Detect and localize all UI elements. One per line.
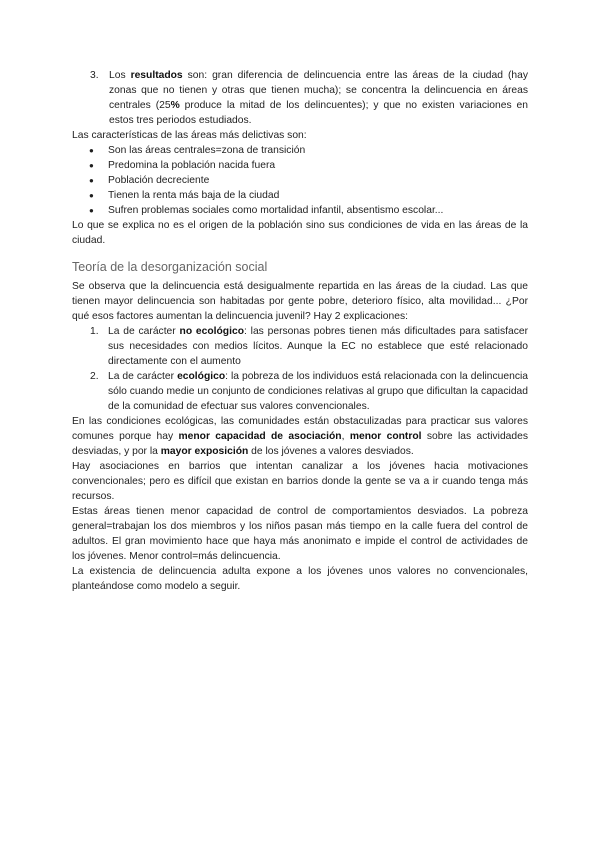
associations-paragraph: Hay asociaciones en barrios que intentan canalizar a los jóvenes hacia motivaciones convencionales; pero es difícil que existan en barrios donde la gente se va a ir cuando tenga más recursos. — [72, 461, 528, 502]
list-item: ● Predomina la población nacida fuera — [89, 160, 276, 171]
explanations-list — [72, 324, 528, 414]
bullet-icon: ● — [89, 161, 94, 170]
document-page — [72, 68, 528, 594]
section-heading: Teoría de la desorganización social — [72, 260, 268, 274]
list-number: 2. — [90, 371, 99, 382]
control-paragraph: Estas áreas tienen menor capacidad de control de comportamientos desviados. La pobreza general=trabajan los dos miembros y los niños pasan más tiempo en la calle fuera del control de adultos. El gran movimiento hace que haya más anonimato e impide el control de actividades de los jóvenes. Menor control=más delincuencia. — [72, 506, 528, 562]
list-item: 1. La de carácter no ecológico: las personas pobres tienen más dificultades para satisfacer sus necesidades con medios lícitos. Aunque la EC no establece que esté relacionado directamente con el aumento — [90, 326, 528, 367]
bullet-icon: ● — [89, 191, 94, 200]
list-number: 1. — [90, 326, 99, 337]
list-item: ● Tienen la renta más baja de la ciudad — [89, 190, 280, 201]
list-item-3: 3. Los resultados son: gran diferencia de delincuencia entre las áreas de la ciudad (hay zonas que no tienen y otras que tienen mucha); se concentra la delincuencia en áreas centrales (25% produce la mitad de los delincuentes); y que no existen variaciones en estos tres periodos estudiados. — [90, 70, 528, 126]
bullet-icon: ● — [89, 206, 94, 215]
bold-term: no ecológico — [179, 326, 244, 337]
adult-delinquency-paragraph: La existencia de delincuencia adulta expone a los jóvenes unos valores no convencionales, planteándose como modelo a seguir. — [72, 566, 528, 592]
bold-term: ecológico — [177, 371, 226, 382]
characteristics-list — [72, 143, 528, 218]
bullet-icon: ● — [89, 176, 94, 185]
section-intro: Se observa que la delincuencia está desigualmente repartida en las áreas de la ciudad. Las que tienen mayor delincuencia son habitadas por gente pobre, deterioro físico, alta movilidad... ¿Por qué esos factores aumentan la delincuencia juvenil? Hay 2 explicaciones: — [72, 281, 528, 322]
list-item: ● Son las áreas centrales=zona de transición — [89, 145, 306, 156]
ecological-conditions-paragraph: En las condiciones ecológicas, las comunidades están obstaculizadas para practicar sus valores comunes porque hay menor capacidad de asociación, menor control sobre las actividades desviadas, y por la mayor exposición de los jóvenes a valores desviados. — [72, 416, 528, 457]
list-item: 2. La de carácter ecológico: la pobreza de los individuos está relacionada con la delincuencia sólo cuando medie un conjunto de condiciones relativas al grupo que dificultan la capacidad de la comunidad de efectuar sus valores convencionales. — [90, 371, 529, 412]
list-item: ● Sufren problemas sociales como mortalidad infantil, absentismo escolar... — [89, 205, 444, 216]
bullet-icon: ● — [89, 146, 94, 155]
list-number: 3. — [90, 70, 99, 81]
list-item: ● Población decreciente — [89, 175, 210, 186]
characteristics-intro: Las características de las áreas más delictivas son: — [72, 130, 307, 141]
results-list — [72, 68, 528, 128]
bold-term: resultados — [130, 70, 183, 81]
characteristics-conclusion: Lo que se explica no es el origen de la población sino sus condiciones de vida en las áreas de la ciudad. — [72, 220, 528, 246]
